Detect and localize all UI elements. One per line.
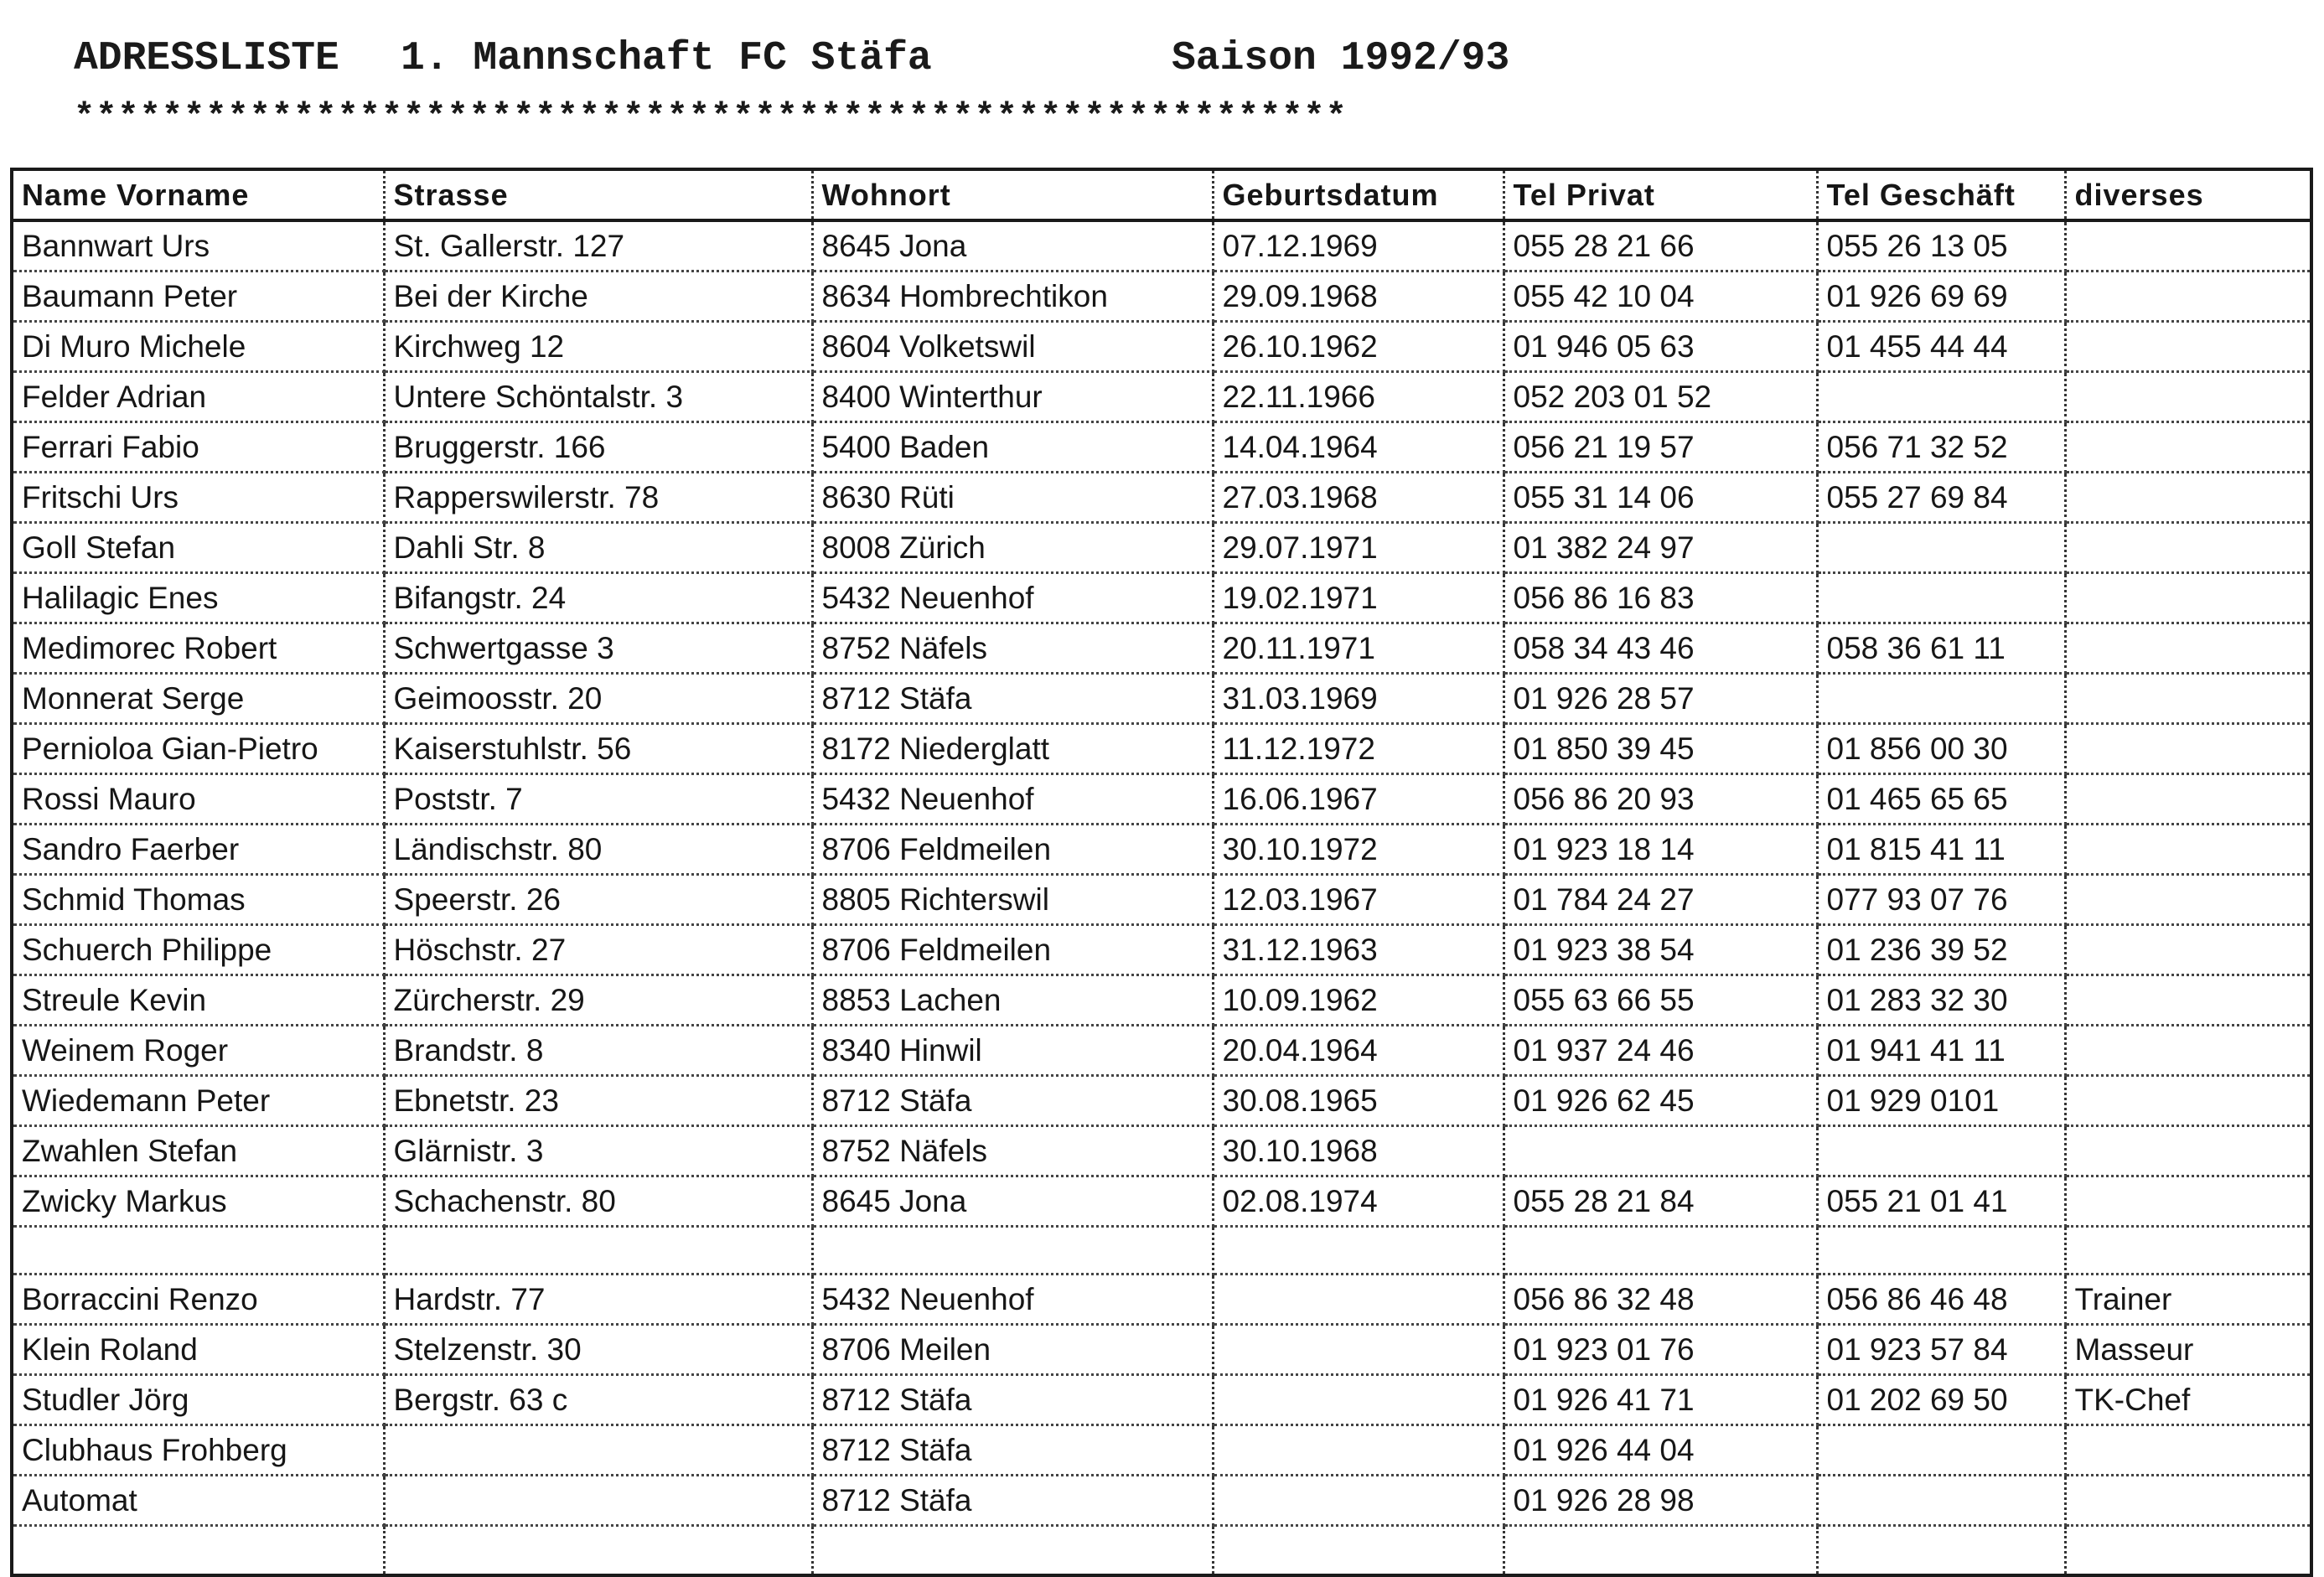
cell-city: 5432 Neuenhof [812,774,1213,825]
cell-birthdate: 29.07.1971 [1213,523,1504,573]
cell-street: Höschstr. 27 [384,925,812,975]
cell-street: Ländischstr. 80 [384,825,812,875]
cell-birthdate: 20.11.1971 [1213,623,1504,674]
cell-phone-private [1504,1227,1817,1275]
cell-misc [2065,422,2310,473]
cell-birthdate: 22.11.1966 [1213,372,1504,422]
cell-phone-business [1817,372,2065,422]
cell-phone-private: 01 923 38 54 [1504,925,1817,975]
cell-phone-business: 01 815 41 11 [1817,825,2065,875]
cell-misc [2065,1526,2310,1574]
cell-misc [2065,875,2310,925]
cell-name: Automat [13,1476,384,1526]
cell-phone-business: 01 465 65 65 [1817,774,2065,825]
cell-birthdate [1213,1526,1504,1574]
cell-birthdate [1213,1476,1504,1526]
cell-city: 8712 Stäfa [812,1476,1213,1526]
table-body [13,220,2310,1574]
cell-name: Pernioloa Gian-Pietro [13,724,384,774]
table-row [13,1227,2310,1275]
cell-city [812,1526,1213,1574]
cell-phone-private: 01 926 28 57 [1504,674,1817,724]
cell-city: 8805 Richterswil [812,875,1213,925]
cell-misc [2065,271,2310,322]
cell-city: 8400 Winterthur [812,372,1213,422]
column-header-name: Name Vorname [13,171,384,220]
cell-phone-private: 052 203 01 52 [1504,372,1817,422]
cell-name: Monnerat Serge [13,674,384,724]
table-row [13,523,2310,573]
table-row [13,573,2310,623]
cell-birthdate: 31.12.1963 [1213,925,1504,975]
cell-city: 8630 Rüti [812,473,1213,523]
cell-birthdate [1213,1375,1504,1425]
asterisk-separator: ********************************************************** [74,97,1348,137]
table-row [13,322,2310,372]
cell-phone-private: 055 31 14 06 [1504,473,1817,523]
table-row [13,825,2310,875]
table-row [13,1325,2310,1375]
cell-phone-private: 01 923 01 76 [1504,1325,1817,1375]
cell-birthdate: 26.10.1962 [1213,322,1504,372]
cell-phone-business [1817,1126,2065,1176]
cell-street: Kirchweg 12 [384,322,812,372]
cell-phone-private: 055 42 10 04 [1504,271,1817,322]
cell-phone-business: 055 27 69 84 [1817,473,2065,523]
cell-phone-business: 01 202 69 50 [1817,1375,2065,1425]
column-header-street: Strasse [384,171,812,220]
cell-name: Schuerch Philippe [13,925,384,975]
cell-city: 8712 Stäfa [812,1375,1213,1425]
cell-phone-private: 055 63 66 55 [1504,975,1817,1026]
cell-city: 8634 Hombrechtikon [812,271,1213,322]
table-row [13,1076,2310,1126]
cell-phone-private: 01 926 28 98 [1504,1476,1817,1526]
cell-name: Streule Kevin [13,975,384,1026]
cell-phone-business: 01 929 0101 [1817,1076,2065,1126]
table-row [13,674,2310,724]
cell-phone-private: 01 946 05 63 [1504,322,1817,372]
cell-city [812,1227,1213,1275]
cell-city: 8706 Feldmeilen [812,825,1213,875]
cell-phone-private: 01 382 24 97 [1504,523,1817,573]
cell-city: 8712 Stäfa [812,1425,1213,1476]
cell-phone-business [1817,523,2065,573]
season-label: Saison 1992/93 [1172,36,1510,81]
cell-street [384,1425,812,1476]
cell-birthdate [1213,1325,1504,1375]
cell-city: 8853 Lachen [812,975,1213,1026]
column-header-misc: diverses [2065,171,2310,220]
cell-phone-private [1504,1126,1817,1176]
cell-phone-business: 077 93 07 76 [1817,875,2065,925]
cell-name: Halilagic Enes [13,573,384,623]
cell-misc [2065,1425,2310,1476]
cell-misc [2065,623,2310,674]
cell-phone-private: 01 784 24 27 [1504,875,1817,925]
cell-misc: Masseur [2065,1325,2310,1375]
cell-phone-business: 01 856 00 30 [1817,724,2065,774]
table-row [13,372,2310,422]
cell-name: Sandro Faerber [13,825,384,875]
cell-street: Geimoosstr. 20 [384,674,812,724]
cell-street: Hardstr. 77 [384,1275,812,1325]
cell-city: 5432 Neuenhof [812,1275,1213,1325]
cell-birthdate: 02.08.1974 [1213,1176,1504,1227]
cell-name: Weinem Roger [13,1026,384,1076]
cell-phone-private: 01 850 39 45 [1504,724,1817,774]
cell-birthdate: 11.12.1972 [1213,724,1504,774]
cell-birthdate [1213,1425,1504,1476]
cell-name: Klein Roland [13,1325,384,1375]
cell-phone-business [1817,1526,2065,1574]
cell-city: 8645 Jona [812,220,1213,271]
cell-street: Brandstr. 8 [384,1026,812,1076]
table-row [13,875,2310,925]
cell-misc [2065,674,2310,724]
cell-phone-business [1817,674,2065,724]
cell-name: Studler Jörg [13,1375,384,1425]
cell-misc [2065,573,2310,623]
cell-birthdate [1213,1275,1504,1325]
cell-phone-business [1817,573,2065,623]
cell-phone-private: 01 926 41 71 [1504,1375,1817,1425]
cell-street: Kaiserstuhlstr. 56 [384,724,812,774]
table-row [13,1275,2310,1325]
cell-birthdate: 30.10.1972 [1213,825,1504,875]
cell-birthdate: 29.09.1968 [1213,271,1504,322]
table-row [13,724,2310,774]
table-row [13,220,2310,271]
table-row [13,1526,2310,1574]
cell-birthdate: 30.08.1965 [1213,1076,1504,1126]
cell-city: 5432 Neuenhof [812,573,1213,623]
cell-phone-business: 01 455 44 44 [1817,322,2065,372]
column-header-phone-private: Tel Privat [1504,171,1817,220]
cell-street [384,1476,812,1526]
table-row [13,473,2310,523]
cell-phone-private: 056 86 32 48 [1504,1275,1817,1325]
cell-city: 8604 Volketswil [812,322,1213,372]
cell-birthdate: 31.03.1969 [1213,674,1504,724]
team-name: 1. Mannschaft FC Stäfa [401,36,932,81]
cell-birthdate: 07.12.1969 [1213,220,1504,271]
cell-phone-business [1817,1227,2065,1275]
cell-phone-private: 01 926 44 04 [1504,1425,1817,1476]
cell-misc [2065,1227,2310,1275]
cell-misc [2065,523,2310,573]
cell-misc [2065,1076,2310,1126]
title-line [74,25,1549,92]
cell-phone-private: 056 86 20 93 [1504,774,1817,825]
cell-birthdate: 19.02.1971 [1213,573,1504,623]
address-table-grid [13,171,2310,1574]
cell-city: 8752 Näfels [812,623,1213,674]
cell-misc: TK-Chef [2065,1375,2310,1425]
column-header-phone-business: Tel Geschäft [1817,171,2065,220]
cell-phone-private: 01 923 18 14 [1504,825,1817,875]
table-row [13,1375,2310,1425]
cell-name: Zwahlen Stefan [13,1126,384,1176]
cell-street: Glärnistr. 3 [384,1126,812,1176]
cell-misc: Trainer [2065,1275,2310,1325]
cell-phone-business: 01 926 69 69 [1817,271,2065,322]
table-row [13,422,2310,473]
cell-phone-business: 01 923 57 84 [1817,1325,2065,1375]
column-header-birthdate: Geburtsdatum [1213,171,1504,220]
cell-name: Clubhaus Frohberg [13,1425,384,1476]
cell-birthdate: 20.04.1964 [1213,1026,1504,1076]
cell-street: Stelzenstr. 30 [384,1325,812,1375]
cell-birthdate: 30.10.1968 [1213,1126,1504,1176]
table-row [13,1425,2310,1476]
cell-name [13,1526,384,1574]
cell-phone-private: 055 28 21 66 [1504,220,1817,271]
cell-misc [2065,372,2310,422]
cell-name: Di Muro Michele [13,322,384,372]
cell-phone-business [1817,1425,2065,1476]
cell-city: 8008 Zürich [812,523,1213,573]
cell-street: Dahli Str. 8 [384,523,812,573]
cell-city: 8752 Näfels [812,1126,1213,1176]
table-row [13,271,2310,322]
cell-street: Bruggerstr. 166 [384,422,812,473]
cell-misc [2065,473,2310,523]
cell-name: Goll Stefan [13,523,384,573]
cell-street: Speerstr. 26 [384,875,812,925]
cell-name: Rossi Mauro [13,774,384,825]
cell-misc [2065,774,2310,825]
cell-phone-private: 056 86 16 83 [1504,573,1817,623]
cell-misc [2065,322,2310,372]
cell-city: 8340 Hinwil [812,1026,1213,1076]
table-row [13,774,2310,825]
cell-phone-private: 01 937 24 46 [1504,1026,1817,1076]
list-title: ADRESSLISTE [74,36,339,81]
cell-street: Untere Schöntalstr. 3 [384,372,812,422]
cell-city: 8706 Feldmeilen [812,925,1213,975]
cell-street: Schwertgasse 3 [384,623,812,674]
cell-birthdate: 27.03.1968 [1213,473,1504,523]
cell-name: Borraccini Renzo [13,1275,384,1325]
cell-city: 5400 Baden [812,422,1213,473]
cell-city: 8172 Niederglatt [812,724,1213,774]
cell-street [384,1526,812,1574]
cell-phone-private [1504,1526,1817,1574]
cell-street: Rapperswilerstr. 78 [384,473,812,523]
cell-name: Schmid Thomas [13,875,384,925]
cell-city: 8712 Stäfa [812,674,1213,724]
cell-street: Bei der Kirche [384,271,812,322]
table-row [13,623,2310,674]
document-header [74,25,1549,139]
cell-street [384,1227,812,1275]
cell-phone-business: 058 36 61 11 [1817,623,2065,674]
cell-birthdate: 14.04.1964 [1213,422,1504,473]
cell-city: 8712 Stäfa [812,1076,1213,1126]
cell-misc [2065,825,2310,875]
cell-phone-private: 056 21 19 57 [1504,422,1817,473]
cell-name: Bannwart Urs [13,220,384,271]
table-row [13,1126,2310,1176]
cell-phone-business [1817,1476,2065,1526]
cell-phone-business: 055 21 01 41 [1817,1176,2065,1227]
cell-misc [2065,1476,2310,1526]
cell-name: Zwicky Markus [13,1176,384,1227]
cell-street: Ebnetstr. 23 [384,1076,812,1126]
cell-street: Bergstr. 63 c [384,1375,812,1425]
cell-phone-business: 01 283 32 30 [1817,975,2065,1026]
cell-name: Medimorec Robert [13,623,384,674]
table-row [13,1026,2310,1076]
cell-birthdate: 16.06.1967 [1213,774,1504,825]
cell-phone-business: 055 26 13 05 [1817,220,2065,271]
table-row [13,1176,2310,1227]
cell-street: Schachenstr. 80 [384,1176,812,1227]
cell-name: Wiedemann Peter [13,1076,384,1126]
table-row [13,1476,2310,1526]
table-header-row [13,171,2310,220]
cell-name: Felder Adrian [13,372,384,422]
cell-misc [2065,220,2310,271]
cell-street: Poststr. 7 [384,774,812,825]
cell-city: 8706 Meilen [812,1325,1213,1375]
cell-street: Zürcherstr. 29 [384,975,812,1026]
cell-name: Fritschi Urs [13,473,384,523]
cell-phone-business: 01 236 39 52 [1817,925,2065,975]
cell-misc [2065,1126,2310,1176]
column-header-city: Wohnort [812,171,1213,220]
cell-birthdate [1213,1227,1504,1275]
cell-phone-private: 055 28 21 84 [1504,1176,1817,1227]
table-row [13,975,2310,1026]
cell-misc [2065,724,2310,774]
cell-misc [2065,1026,2310,1076]
cell-misc [2065,975,2310,1026]
cell-phone-private: 058 34 43 46 [1504,623,1817,674]
cell-name [13,1227,384,1275]
cell-phone-private: 01 926 62 45 [1504,1076,1817,1126]
cell-birthdate: 12.03.1967 [1213,875,1504,925]
cell-name: Ferrari Fabio [13,422,384,473]
address-table [10,168,2313,1577]
cell-city: 8645 Jona [812,1176,1213,1227]
table-row [13,925,2310,975]
cell-birthdate: 10.09.1962 [1213,975,1504,1026]
cell-phone-business: 056 86 46 48 [1817,1275,2065,1325]
cell-name: Baumann Peter [13,271,384,322]
cell-phone-business: 056 71 32 52 [1817,422,2065,473]
cell-misc [2065,1176,2310,1227]
cell-phone-business: 01 941 41 11 [1817,1026,2065,1076]
cell-street: Bifangstr. 24 [384,573,812,623]
cell-misc [2065,925,2310,975]
cell-street: St. Gallerstr. 127 [384,220,812,271]
